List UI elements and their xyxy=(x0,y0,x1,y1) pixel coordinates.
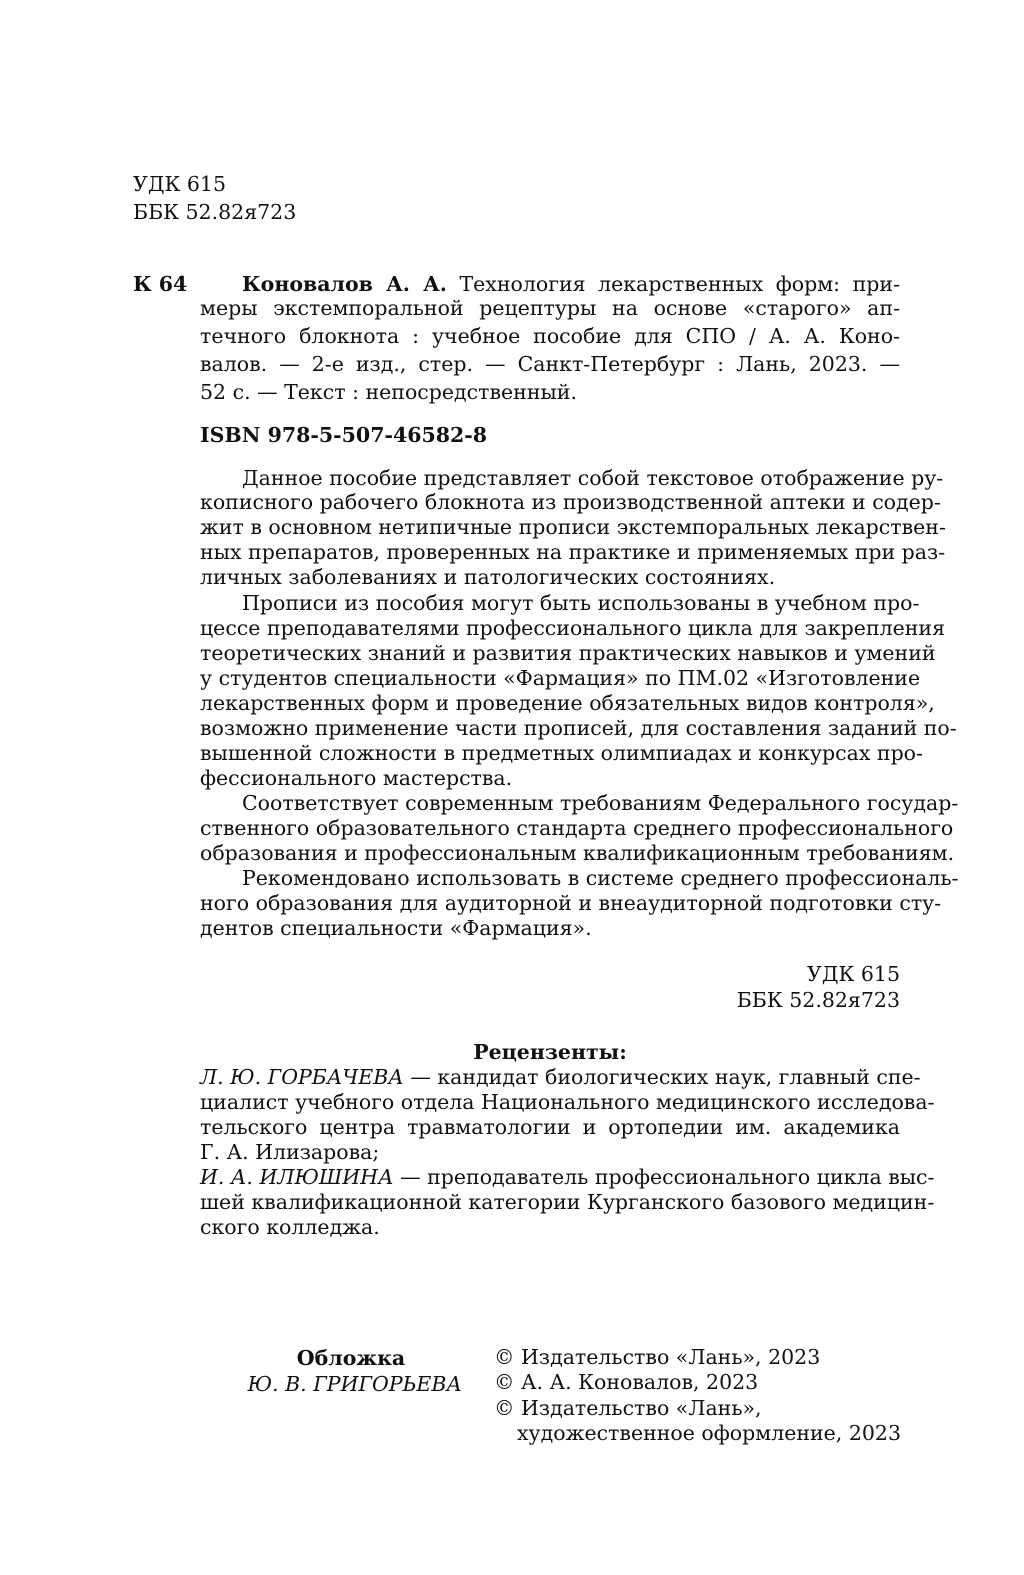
cover-label: Обложка xyxy=(296,1346,406,1370)
top-bbk: ББК 52.82я723 xyxy=(133,200,297,224)
reviewer-2-text: — преподаватель профессионального цикла выс- xyxy=(393,1165,935,1189)
cover-designer: Ю. В. ГРИГОРЬЕВА xyxy=(247,1372,462,1396)
reviewer-1-name: Л. Ю. ГОРБАЧЕВА xyxy=(200,1065,404,1089)
top-udk: УДК 615 xyxy=(133,172,226,196)
copyright-line: © А. А. Коновалов, 2023 xyxy=(494,1370,759,1394)
abstract-line: Рекомендовано использовать в системе среднего профессиональ- xyxy=(242,866,959,890)
abstract-line: ного образования для аудиторной и внеаудиторной подготовки сту- xyxy=(200,891,942,915)
abstract-line: Соответствует современным требованиям Федерального государ- xyxy=(242,791,959,815)
reviewer-2-line: ского колледжа. xyxy=(200,1215,380,1239)
catalog-line-1 xyxy=(242,272,900,296)
reviewer-1-line: тельского центра травматологии и ортопедии им. академика xyxy=(200,1115,900,1139)
abstract-line: лекарственных форм и проведение обязательных видов контроля», xyxy=(200,691,935,715)
copyright-line: © Издательство «Лань», xyxy=(494,1396,762,1420)
reviewer-1-line xyxy=(200,1065,921,1089)
catalog-author: Коновалов А. А. xyxy=(242,272,447,296)
catalog-title: Технология лекарственных форм: при- xyxy=(446,272,901,296)
copyright-line: художественное оформление, 2023 xyxy=(517,1421,902,1445)
reviewer-2-line: шей квалификационной категории Курганского базового медицин- xyxy=(200,1190,935,1214)
catalog-line-2: меры экстемпоральной рецептуры на основе «старого» ап- xyxy=(200,296,900,320)
catalog-line-3: течного блокнота : учебное пособие для СПО / А. А. Коно- xyxy=(200,324,900,348)
abstract-line: вышенной сложности в предметных олимпиадах и конкурсах про- xyxy=(200,741,923,765)
abstract-line: цессе преподавателями профессионального цикла для закрепления xyxy=(200,616,946,640)
catalog-line-5: 52 с. — Текст : непосредственный. xyxy=(200,380,577,404)
abstract-line: дентов специальности «Фармация». xyxy=(200,916,592,940)
abstract-line: жит в основном нетипичные прописи экстемпоральных лекарствен- xyxy=(200,515,946,539)
bottom-bbk: ББК 52.82я723 xyxy=(736,988,900,1012)
bottom-udk: УДК 615 xyxy=(807,962,900,986)
reviewer-2-line xyxy=(200,1165,935,1189)
reviewer-1-text: — кандидат биологических наук, главный спе- xyxy=(403,1065,921,1089)
abstract-line: кописного рабочего блокнота из производственной аптеки и содер- xyxy=(200,490,941,514)
abstract-line: фессионального мастерства. xyxy=(200,766,513,790)
copyright-line: © Издательство «Лань», 2023 xyxy=(494,1345,821,1369)
author-mark: К 64 xyxy=(133,272,188,296)
catalog-line-4: валов. — 2-е изд., стер. — Санкт-Петербург : Лань, 2023. — xyxy=(200,352,900,376)
abstract-line: возможно применение части прописей, для составления заданий по- xyxy=(200,716,957,740)
abstract-line: Прописи из пособия могут быть использованы в учебном про- xyxy=(242,591,920,615)
abstract-line: у студентов специальности «Фармация» по ПМ.02 «Изготовление xyxy=(200,666,921,690)
abstract-line: ственного образовательного стандарта среднего профессионального xyxy=(200,816,954,840)
abstract-line: личных заболеваниях и патологических состояниях. xyxy=(200,565,776,589)
abstract-line: теоретических знаний и развития практических навыков и умений xyxy=(200,641,936,665)
abstract-line: Данное пособие представляет собой текстовое отображение ру- xyxy=(242,466,944,490)
reviewer-1-line: Г. А. Илизарова; xyxy=(200,1140,380,1164)
reviewer-1-line: циалист учебного отдела Национального медицинского исследова- xyxy=(200,1090,935,1114)
reviewers-heading: Рецензенты: xyxy=(473,1040,627,1064)
reviewer-2-name: И. А. ИЛЮШИНА xyxy=(200,1165,394,1189)
abstract-line: ных препаратов, проверенных на практике и применяемых при раз- xyxy=(200,540,946,564)
isbn: ISBN 978-5-507-46582-8 xyxy=(200,423,488,447)
abstract-line: образования и профессиональным квалификационным требованиям. xyxy=(200,841,955,865)
